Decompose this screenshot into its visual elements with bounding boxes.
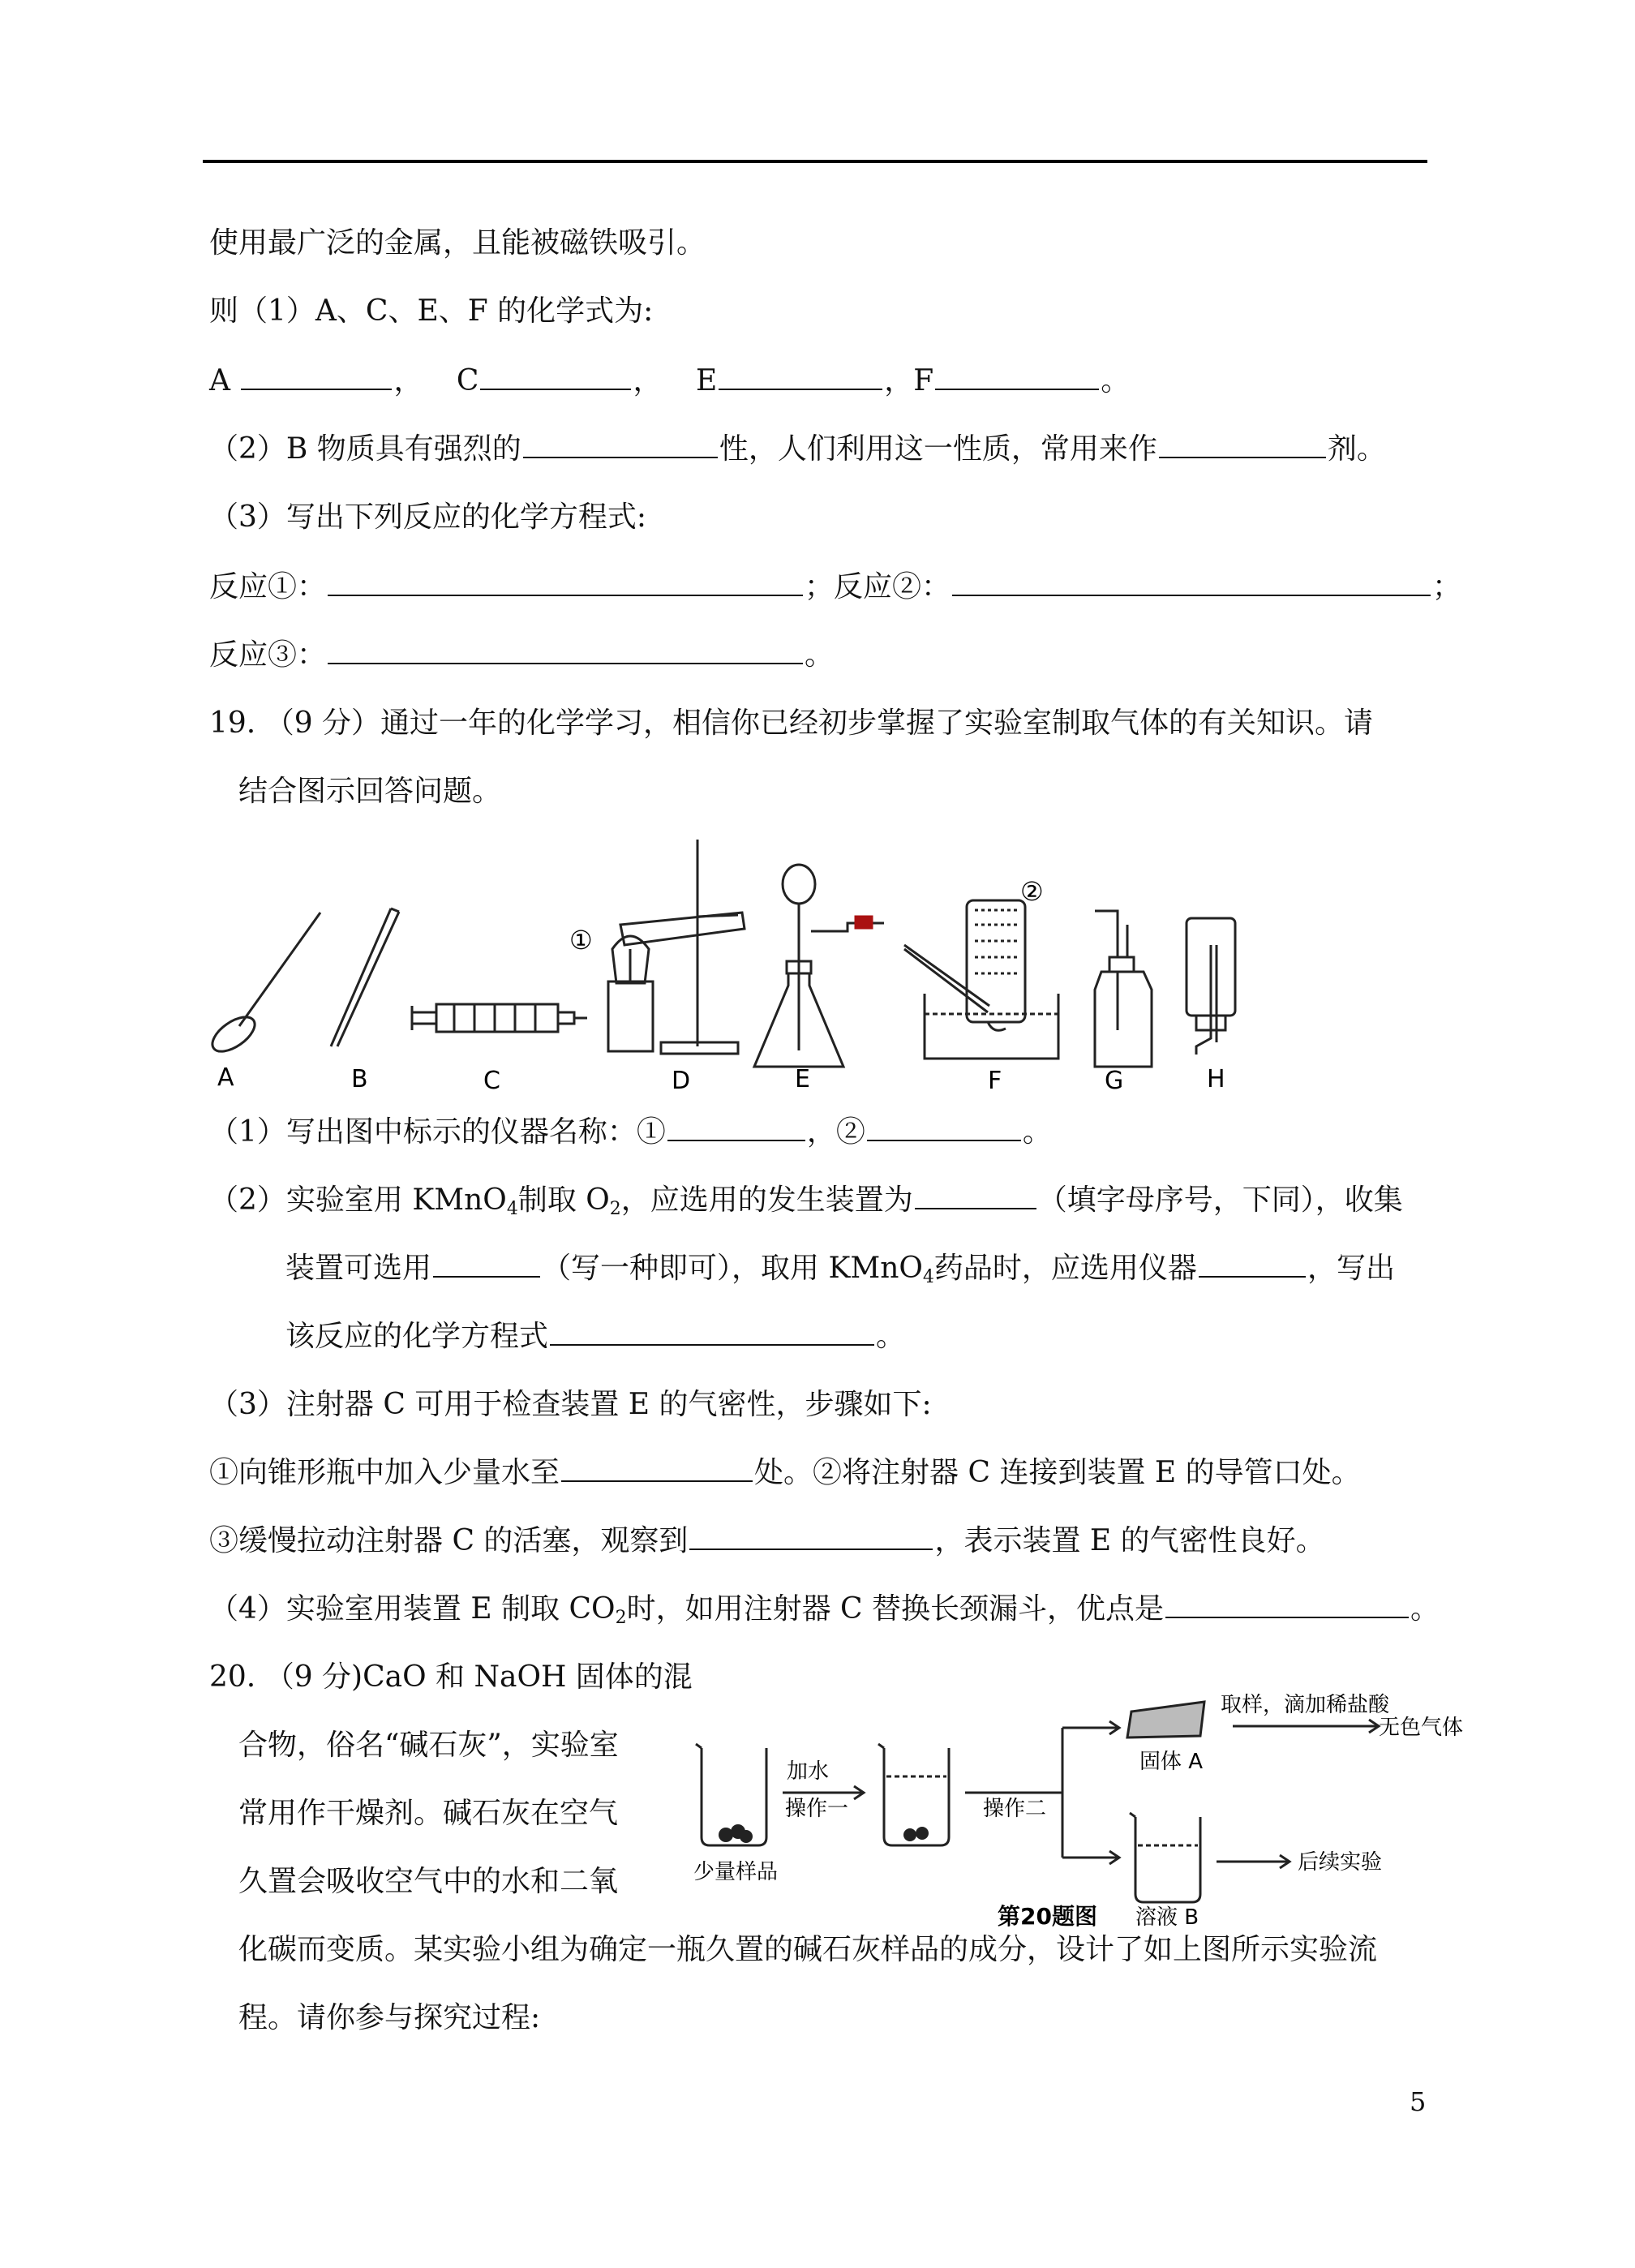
blank-f[interactable] — [935, 364, 1099, 390]
solid-a-icon — [1127, 1702, 1204, 1738]
q20-line2: 合物，俗名“碱石灰”，实验室 — [238, 1729, 619, 1762]
washing-bottle-icon — [1095, 911, 1152, 1067]
q19-sub2-line2 — [285, 1251, 1395, 1286]
syringe-icon — [412, 1004, 587, 1032]
q19-heading-2: 结合图示回答问题。 — [238, 775, 502, 808]
text: ①向锥形瓶中加入少量水至 — [209, 1456, 560, 1489]
blank-instrument-1[interactable] — [667, 1115, 805, 1141]
label-op2: 操作二 — [983, 1797, 1047, 1821]
tweezers-icon — [331, 908, 399, 1046]
blank-c[interactable] — [480, 364, 631, 390]
reaction2-label: ；反应②： — [805, 570, 951, 604]
q19-sub3-step1 — [209, 1455, 1361, 1491]
blank-instrument-2[interactable] — [867, 1115, 1021, 1141]
q19-sub1-a: （1）写出图中标示的仪器名称：① — [209, 1115, 666, 1149]
end: 。 — [805, 638, 835, 672]
water-trough-icon — [904, 900, 1058, 1059]
text: 药品时，应选用仪器 — [933, 1252, 1197, 1285]
blank-reaction3[interactable] — [328, 638, 803, 664]
q19-heading-1: 19. （9 分）通过一年的化学学习，相信你已经初步掌握了实验室制取气体的有关知识。请 — [209, 707, 1374, 740]
label-add-water: 加水 — [787, 1759, 830, 1784]
subscript: 4 — [506, 1199, 518, 1219]
label-B: B — [351, 1065, 368, 1093]
text: ，表示装置 E 的气密性良好。 — [934, 1524, 1325, 1557]
label-H: H — [1207, 1065, 1225, 1093]
q20-line5: 化碳而变质。某实验小组为确定一瓶久置的碱石灰样品的成分，设计了如上图所示实验流 — [238, 1933, 1378, 1966]
label-e: E — [695, 364, 718, 397]
blank-b-property[interactable] — [523, 432, 718, 458]
blank-e[interactable] — [719, 364, 882, 390]
label-c: C — [456, 364, 479, 397]
q18-reaction-3 — [209, 638, 834, 673]
reaction1-label: 反应①： — [209, 570, 327, 604]
label-a: A — [209, 364, 230, 397]
figure-caption: 第20题图 — [998, 1903, 1097, 1930]
blank-generator[interactable] — [915, 1183, 1036, 1209]
beaker-icon-3 — [1135, 1817, 1200, 1902]
inverted-bottle-icon — [1187, 918, 1235, 1055]
sep: ， — [884, 364, 914, 397]
q18-part2-a: （2）B 物质具有强烈的 — [209, 432, 521, 466]
callout-1: ① — [569, 925, 593, 956]
q19-sub3-head: （3）注射器 C 可用于检查装置 E 的气密性，步骤如下: — [209, 1388, 932, 1421]
label-D: D — [672, 1067, 691, 1095]
q20-flow-figure — [681, 1687, 1476, 1931]
q20-line6: 程。请你参与探究过程: — [238, 2001, 541, 2034]
blank-reaction1[interactable] — [328, 570, 803, 596]
text: （4）实验室用装置 E 制取 CO — [209, 1592, 616, 1626]
callout-2: ② — [1020, 876, 1044, 907]
text: ③缓慢拉动注射器 C 的活塞，观察到 — [209, 1524, 689, 1557]
header-rule — [203, 160, 1427, 163]
q20-line3: 常用作干燥剂。碱石灰在空气 — [238, 1797, 619, 1830]
text: （写一种即可），取用 KMnO — [542, 1252, 923, 1285]
label-sample: 少量样品 — [693, 1860, 779, 1884]
q18-reactions-1-2 — [209, 569, 1461, 605]
spoon-icon — [207, 913, 320, 1058]
sep: ， — [393, 364, 423, 397]
q19-sub4 — [209, 1591, 1440, 1627]
q18-text-top: 使用最广泛的金属，且能被磁铁吸引。 — [209, 226, 706, 260]
blank-tool[interactable] — [1199, 1252, 1306, 1278]
end: ； — [1432, 570, 1462, 604]
apparatus-figure — [203, 827, 1257, 1095]
text: 制取 O — [517, 1183, 610, 1217]
flask-with-funnel-icon — [754, 865, 884, 1067]
reaction3-label: 反应③： — [209, 638, 327, 672]
label-take-sample: 取样，滴加稀盐酸 — [1221, 1693, 1390, 1717]
label-A: A — [217, 1063, 234, 1092]
q18-part2-b: 性，人们利用这一性质，常用来作 — [719, 432, 1157, 466]
blank-observation[interactable] — [689, 1524, 933, 1550]
q18-part1-answers — [209, 363, 1130, 399]
text: 装置可选用 — [285, 1252, 432, 1285]
label-f: F — [913, 364, 934, 397]
sep: ， — [633, 364, 663, 397]
text: ，写出 — [1307, 1252, 1395, 1285]
q18-part3: （3）写出下列反应的化学方程式: — [209, 500, 647, 534]
label-G: G — [1105, 1067, 1124, 1095]
text: 处。②将注射器 C 连接到装置 E 的导管口处。 — [754, 1456, 1361, 1489]
blank-reaction2[interactable] — [952, 570, 1431, 596]
q18-part2 — [209, 432, 1386, 467]
subscript: 4 — [922, 1267, 934, 1287]
q18-part1-intro: 则（1）A、C、E、F 的化学式为: — [209, 294, 654, 328]
q19-sub3-step3 — [209, 1523, 1325, 1559]
text: （2）实验室用 KMnO — [209, 1183, 507, 1217]
blank-water-level[interactable] — [561, 1456, 753, 1482]
label-F: F — [988, 1067, 1002, 1095]
blank-collector[interactable] — [433, 1252, 540, 1278]
heating-apparatus-icon — [608, 840, 745, 1054]
q19-sub1-b: ，② — [806, 1115, 865, 1149]
label-gas: 无色气体 — [1379, 1716, 1464, 1740]
label-follow-up: 后续实验 — [1298, 1850, 1383, 1875]
label-E: E — [795, 1065, 810, 1093]
q20-line4: 久置会吸收空气中的水和二氧 — [238, 1865, 619, 1898]
blank-equation[interactable] — [550, 1320, 874, 1346]
text: 该反应的化学方程式 — [285, 1320, 549, 1353]
blank-a[interactable] — [241, 364, 392, 390]
sample-particles — [719, 1824, 753, 1843]
text: ，应选用的发生装置为 — [620, 1183, 913, 1217]
label-C: C — [483, 1067, 500, 1095]
q18-part2-c: 剂。 — [1327, 432, 1386, 466]
page-number: 5 — [1410, 2086, 1427, 2117]
end: 。 — [1410, 1592, 1440, 1626]
q19-sub1 — [209, 1115, 1052, 1150]
label-op1: 操作一 — [785, 1797, 849, 1821]
end: 。 — [876, 1320, 906, 1353]
end: 。 — [1101, 364, 1131, 397]
blank-advantage[interactable] — [1165, 1592, 1409, 1618]
end: 。 — [1022, 1115, 1052, 1149]
text: （填字母序号，下同），收集 — [1037, 1183, 1403, 1217]
subscript: 2 — [615, 1608, 627, 1628]
q19-sub2-line1 — [209, 1183, 1403, 1218]
subscript: 2 — [609, 1199, 621, 1219]
q19-sub2-line3 — [285, 1319, 905, 1355]
label-solid-a: 固体 A — [1139, 1750, 1204, 1774]
label-solution-b: 溶液 B — [1135, 1905, 1199, 1930]
q20-line1: 20. （9 分)CaO 和 NaOH 固体的混 — [209, 1660, 693, 1694]
blank-b-use[interactable] — [1159, 432, 1326, 458]
text: 时，如用注射器 C 替换长颈漏斗，优点是 — [626, 1592, 1165, 1626]
